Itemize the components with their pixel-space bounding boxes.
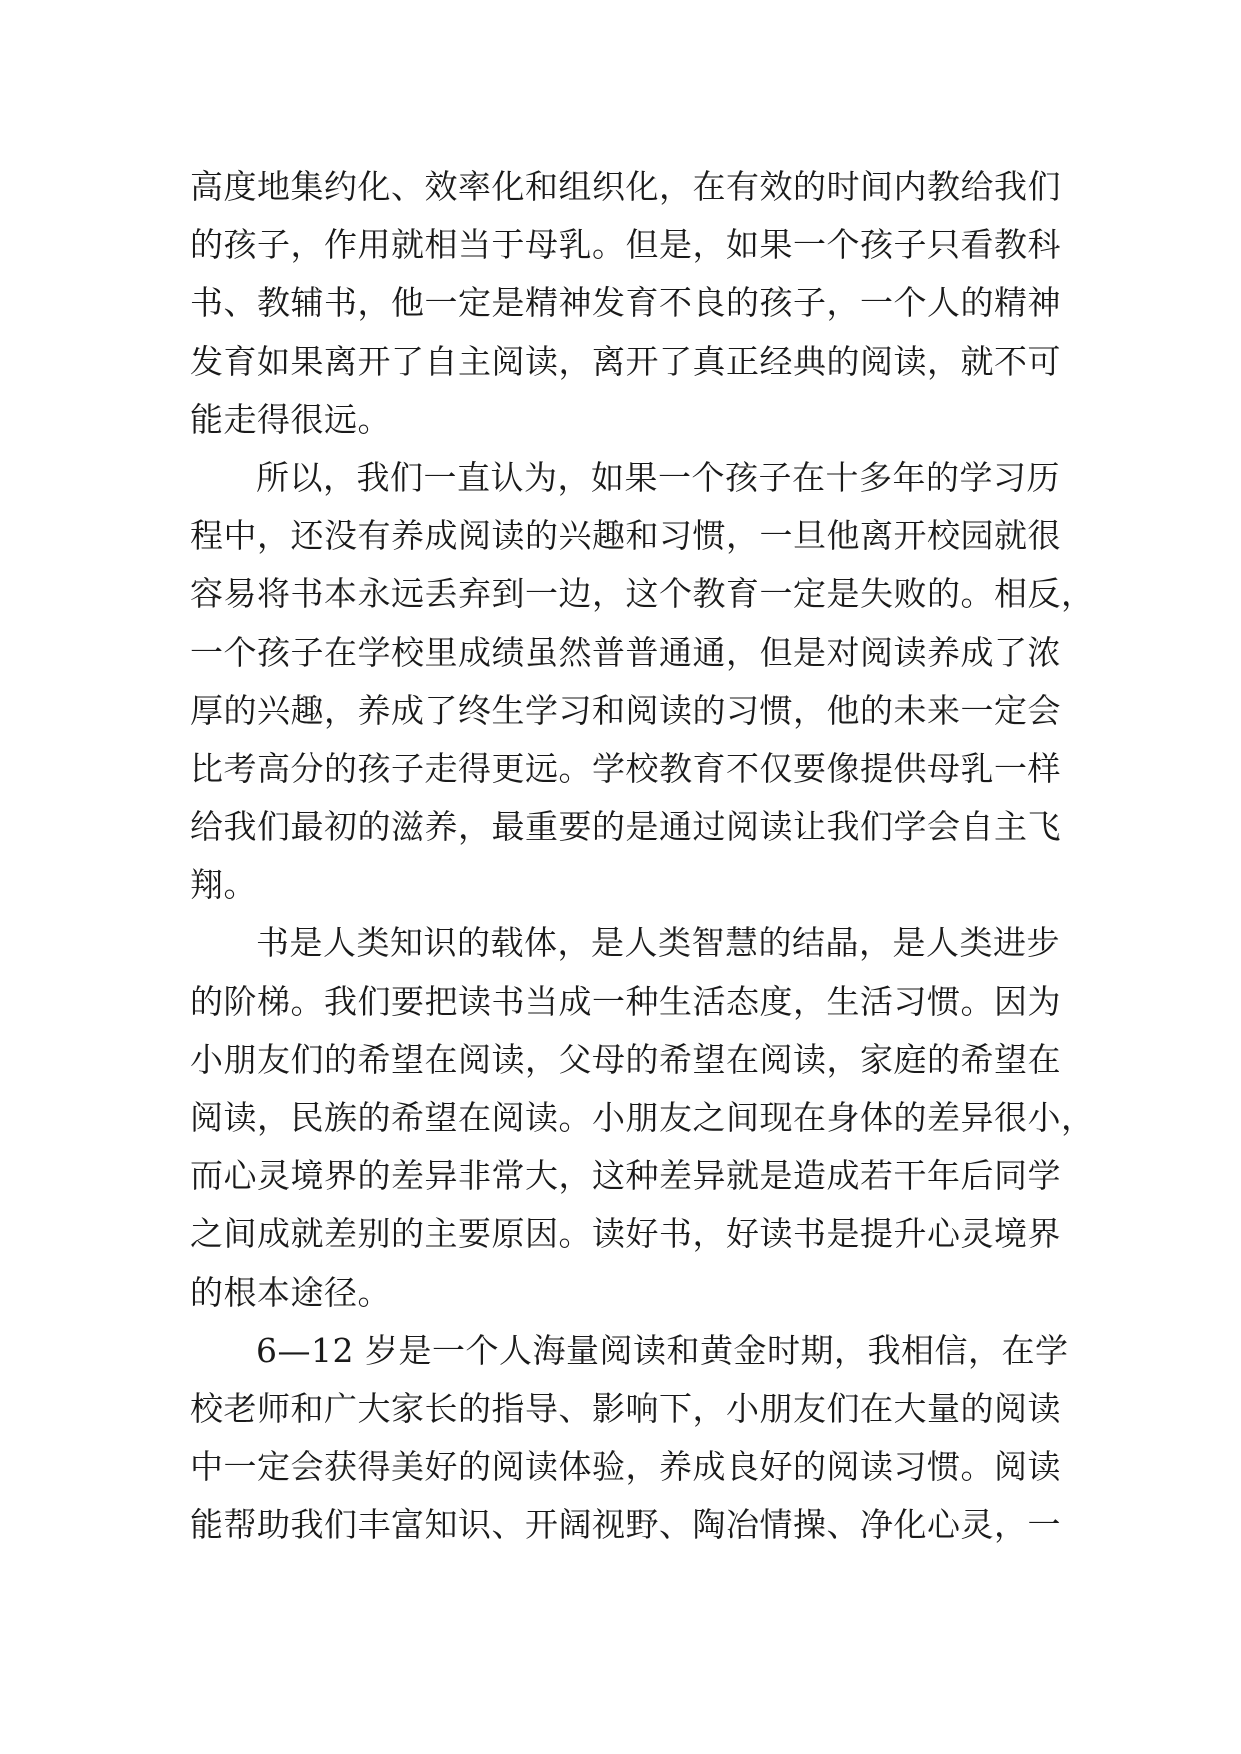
text-line: 程中，还没有养成阅读的兴趣和习惯，一旦他离开校园就很 (190, 516, 1061, 556)
text-line: 发育如果离开了自主阅读，离开了真正经典的阅读，就不可 (190, 341, 1061, 381)
text-line: 能帮助我们丰富知识、开阔视野、陶冶情操、净化心灵，一 (190, 1505, 1061, 1545)
text-line: 6—12 岁是一个人海量阅读和黄金时期，我相信，在学 (256, 1330, 1069, 1370)
text-line: 校老师和广大家长的指导、影响下，小朋友们在大量的阅读 (190, 1388, 1061, 1428)
text-line: 的孩子，作用就相当于母乳。但是，如果一个孩子只看教科 (190, 225, 1061, 265)
text-line: 的根本途径。 (190, 1272, 391, 1312)
text-line: 比考高分的孩子走得更远。学校教育不仅要像提供母乳一样 (190, 748, 1061, 788)
text-line: 书是人类知识的载体，是人类智慧的结晶，是人类进步 (256, 923, 1060, 963)
text-line: 所以，我们一直认为，如果一个孩子在十多年的学习历 (256, 457, 1060, 497)
body-text (190, 158, 1095, 1555)
text-line: 翔。 (190, 865, 257, 905)
text-line: 书、教辅书，他一定是精神发育不良的孩子，一个人的精神 (190, 283, 1061, 323)
text-line: 之间成就差别的主要原因。读好书，好读书是提升心灵境界 (190, 1214, 1061, 1254)
paragraph-p1 (190, 158, 1061, 449)
paragraph-p4 (190, 1322, 1069, 1555)
paragraph-p3 (190, 914, 1095, 1321)
text-line: 的阶梯。我们要把读书当成一种生活态度，生活习惯。因为 (190, 981, 1061, 1021)
text-line: 一个孩子在学校里成绩虽然普普通通，但是对阅读养成了浓 (190, 632, 1061, 672)
text-line: 能走得很远。 (190, 399, 391, 439)
text-line: 阅读，民族的希望在阅读。小朋友之间现在身体的差异很小， (190, 1098, 1095, 1137)
text-line: 容易将书本永远丢弃到一边，这个教育一定是失败的。相反， (190, 574, 1095, 614)
text-line: 厚的兴趣，养成了终生学习和阅读的习惯，他的未来一定会 (190, 690, 1061, 730)
text-line: 给我们最初的滋养，最重要的是通过阅读让我们学会自主飞 (190, 807, 1061, 847)
text-line: 中一定会获得美好的阅读体验，养成良好的阅读习惯。阅读 (190, 1447, 1061, 1487)
text-line: 而心灵境界的差异非常大，这种差异就是造成若干年后同学 (190, 1156, 1061, 1196)
paragraph-p2 (190, 449, 1095, 915)
text-line: 高度地集约化、效率化和组织化，在有效的时间内教给我们 (190, 167, 1061, 206)
text-line: 小朋友们的希望在阅读，父母的希望在阅读，家庭的希望在 (190, 1039, 1061, 1079)
